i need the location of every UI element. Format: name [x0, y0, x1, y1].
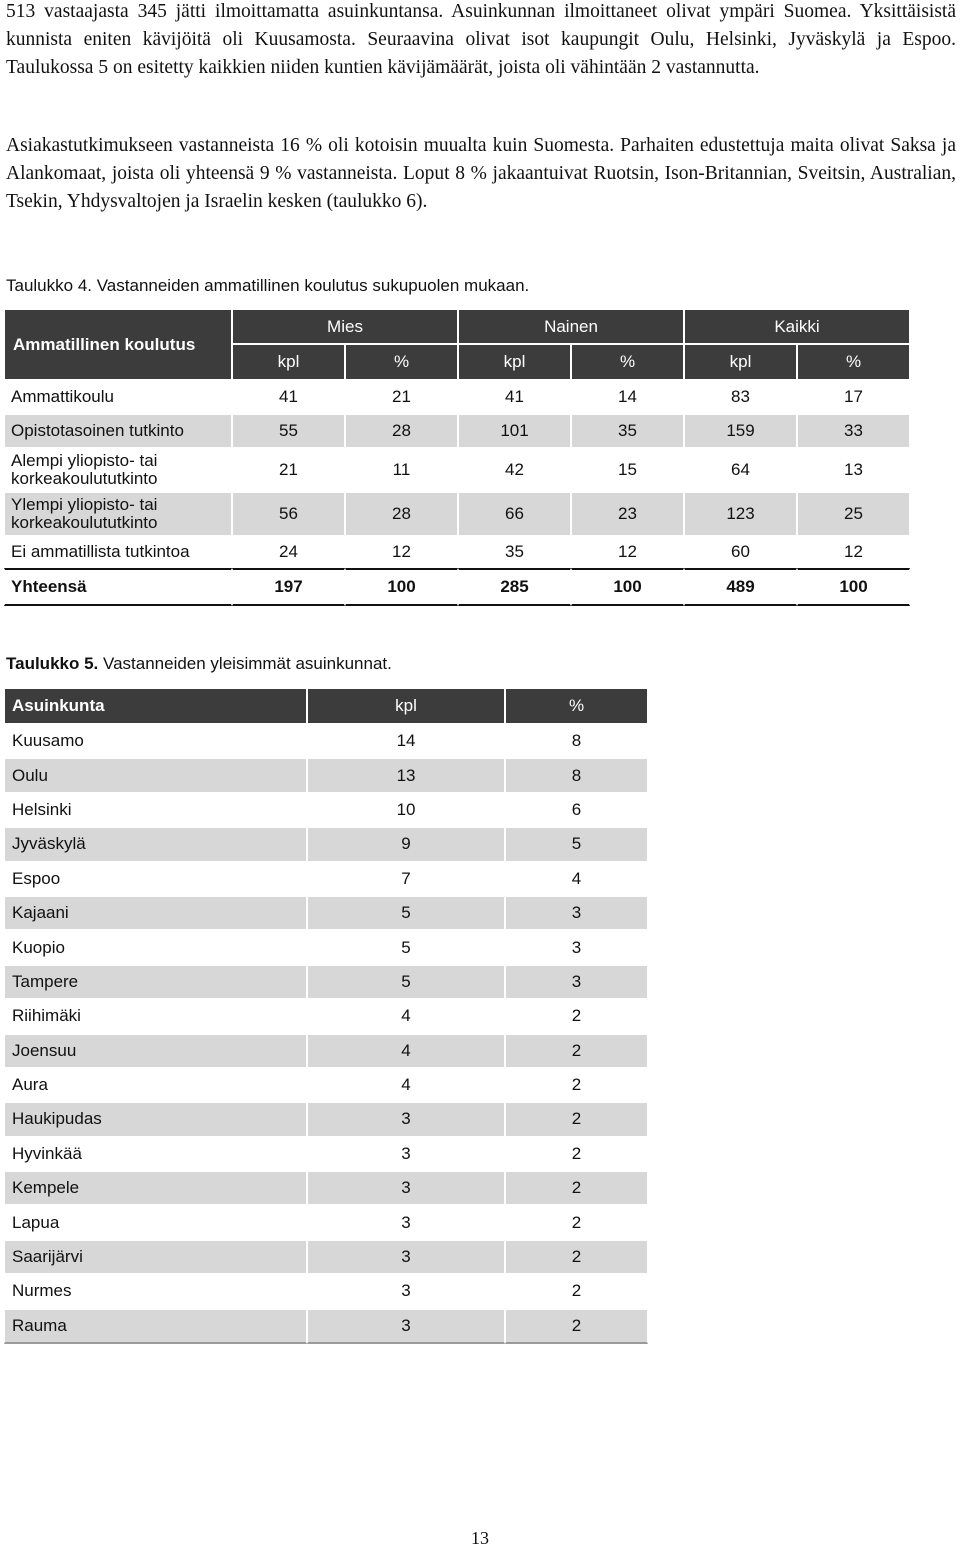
table-row — [4, 862, 648, 896]
table-row — [4, 492, 910, 536]
municipality-table — [4, 688, 648, 1344]
table-cell: 5 — [505, 827, 648, 861]
table-cell: 5 — [307, 930, 505, 964]
table-cell: 35 — [571, 414, 684, 448]
table-cell: 2 — [505, 1309, 648, 1344]
table-cell: 3 — [307, 1137, 505, 1171]
table4-group-mies: Mies — [232, 309, 458, 344]
row-label — [4, 536, 232, 568]
table-cell: 2 — [505, 1068, 648, 1102]
table-row — [4, 827, 648, 861]
table-cell: 13 — [307, 758, 505, 792]
table4-subheader: kpl — [684, 344, 797, 380]
table-cell: 64 — [684, 448, 797, 492]
total-cell: 100 — [345, 568, 458, 606]
total-cell: 197 — [232, 568, 345, 606]
total-cell: 100 — [571, 568, 684, 606]
municipality-name: Kuusamo — [4, 724, 307, 758]
table-cell: 14 — [307, 724, 505, 758]
table-cell: 23 — [571, 492, 684, 536]
table-cell: 28 — [345, 492, 458, 536]
table-cell: 4 — [307, 1068, 505, 1102]
table-cell: 3 — [505, 965, 648, 999]
table-cell: 3 — [505, 896, 648, 930]
table4-subheader: % — [571, 344, 684, 380]
table4-group-kaikki: Kaikki — [684, 309, 910, 344]
municipality-name: Hyvinkää — [4, 1137, 307, 1171]
table-row — [4, 1171, 648, 1205]
table-cell: 33 — [797, 414, 910, 448]
table-cell: 9 — [307, 827, 505, 861]
table-row — [4, 896, 648, 930]
municipality-name: Kempele — [4, 1171, 307, 1205]
municipality-name: Oulu — [4, 758, 307, 792]
row-label — [4, 448, 232, 492]
row-label-line: Ei ammatillista tutkintoa — [11, 542, 190, 561]
table-row — [4, 536, 910, 568]
table-cell: 3 — [307, 1240, 505, 1274]
municipality-name: Aura — [4, 1068, 307, 1102]
table-cell: 8 — [505, 724, 648, 758]
total-label: Yhteensä — [4, 568, 232, 606]
page-number: 13 — [471, 1528, 489, 1548]
municipality-name: Kuopio — [4, 930, 307, 964]
table-cell: 2 — [505, 1205, 648, 1239]
table-cell: 2 — [505, 1240, 648, 1274]
table-cell: 24 — [232, 536, 345, 568]
table-cell: 28 — [345, 414, 458, 448]
table-cell: 101 — [458, 414, 571, 448]
table-cell: 60 — [684, 536, 797, 568]
table-cell: 8 — [505, 758, 648, 792]
table-cell: 2 — [505, 1137, 648, 1171]
table-cell: 41 — [232, 380, 345, 414]
row-label-line: Ylempi yliopisto- tai — [11, 495, 158, 514]
table-cell: 11 — [345, 448, 458, 492]
row-label-line: korkeakoulututkinto — [11, 469, 158, 488]
row-label-line: korkeakoulututkinto — [11, 513, 158, 532]
table-cell: 123 — [684, 492, 797, 536]
municipality-name: Riihimäki — [4, 999, 307, 1033]
table-cell: 55 — [232, 414, 345, 448]
table5-caption — [6, 654, 392, 674]
table-cell: 21 — [345, 380, 458, 414]
table4-subheader: % — [797, 344, 910, 380]
table-cell: 66 — [458, 492, 571, 536]
table-cell: 4 — [505, 862, 648, 896]
table-cell: 3 — [307, 1171, 505, 1205]
table-cell: 2 — [505, 1034, 648, 1068]
table-cell: 2 — [505, 1274, 648, 1308]
table-row — [4, 1068, 648, 1102]
table-row — [4, 930, 648, 964]
table-cell: 35 — [458, 536, 571, 568]
table4-caption-label: Taulukko 4. — [6, 276, 92, 295]
table-row — [4, 1274, 648, 1308]
table-cell: 12 — [797, 536, 910, 568]
table-cell: 7 — [307, 862, 505, 896]
table-row — [4, 999, 648, 1033]
table5-caption-text: Vastanneiden yleisimmät asuinkunnat. — [103, 654, 392, 673]
municipality-name: Helsinki — [4, 793, 307, 827]
table-cell: 14 — [571, 380, 684, 414]
table-cell: 3 — [505, 930, 648, 964]
table-row — [4, 1240, 648, 1274]
row-label-line: Alempi yliopisto- tai — [11, 451, 158, 470]
municipality-name: Nurmes — [4, 1274, 307, 1308]
table-cell: 41 — [458, 380, 571, 414]
table-row — [4, 448, 910, 492]
municipality-name: Saarijärvi — [4, 1240, 307, 1274]
intro-paragraph: 513 vastaajasta 345 jätti ilmoittamatta asuinkuntansa. Asuinkunnan ilmoittaneet olivat ympäri Suomea. Yksittäisistä kunnista eniten kävijöitä oli Kuusamosta. Seuraavina olivat isot kaupungit Oulu, Helsinki, Jyväskylä ja Espoo. Taulukossa 5 on esitetty kaikkien niiden kuntien kävijämäärät, joista oli vähintään 2 vastannutta. — [6, 1, 956, 78]
table-row — [4, 414, 910, 448]
table4-subheader: % — [345, 344, 458, 380]
table4-caption-text: Vastanneiden ammatillinen koulutus sukupuolen mukaan. — [96, 276, 530, 295]
table5-caption-label: Taulukko 5. — [6, 654, 99, 673]
table-cell: 4 — [307, 1034, 505, 1068]
row-label-line: Opistotasoinen tutkinto — [11, 421, 184, 440]
municipality-name: Tampere — [4, 965, 307, 999]
municipality-name: Espoo — [4, 862, 307, 896]
table-cell: 12 — [571, 536, 684, 568]
table-cell: 56 — [232, 492, 345, 536]
table-row — [4, 1309, 648, 1344]
table-row — [4, 1102, 648, 1136]
table-row — [4, 965, 648, 999]
row-label-line: Ammattikoulu — [11, 387, 114, 406]
table-cell: 21 — [232, 448, 345, 492]
table4-subheader: kpl — [458, 344, 571, 380]
table-cell: 17 — [797, 380, 910, 414]
table-row — [4, 1137, 648, 1171]
table5-header-municipality: Asuinkunta — [4, 688, 307, 724]
table-cell: 6 — [505, 793, 648, 827]
table-cell: 3 — [307, 1205, 505, 1239]
total-row — [4, 568, 910, 606]
total-cell: 100 — [797, 568, 910, 606]
table-cell: 4 — [307, 999, 505, 1033]
table-cell: 25 — [797, 492, 910, 536]
table-row — [4, 724, 648, 758]
table-cell: 2 — [505, 1171, 648, 1205]
table-row — [4, 1205, 648, 1239]
table-row — [4, 758, 648, 792]
municipality-name: Rauma — [4, 1309, 307, 1344]
table-cell: 159 — [684, 414, 797, 448]
table-row — [4, 793, 648, 827]
table4-subheader: kpl — [232, 344, 345, 380]
row-label — [4, 492, 232, 536]
table-cell: 15 — [571, 448, 684, 492]
table-cell: 10 — [307, 793, 505, 827]
table5-header-count: kpl — [307, 688, 505, 724]
table-cell: 2 — [505, 999, 648, 1033]
table-row — [4, 1034, 648, 1068]
total-cell: 489 — [684, 568, 797, 606]
table-cell: 12 — [345, 536, 458, 568]
table-cell: 2 — [505, 1102, 648, 1136]
table4-row-header: Ammatillinen koulutus — [4, 309, 232, 380]
table-cell: 42 — [458, 448, 571, 492]
education-table — [4, 309, 910, 606]
municipality-name: Jyväskylä — [4, 827, 307, 861]
table-cell: 3 — [307, 1102, 505, 1136]
table4-group-nainen: Nainen — [458, 309, 684, 344]
municipality-name: Lapua — [4, 1205, 307, 1239]
table4-caption — [6, 276, 529, 296]
total-cell: 285 — [458, 568, 571, 606]
table-cell: 3 — [307, 1274, 505, 1308]
municipality-name: Kajaani — [4, 896, 307, 930]
row-label — [4, 380, 232, 414]
foreign-visitors-paragraph: Asiakastutkimukseen vastanneista 16 % oli kotoisin muualta kuin Suomesta. Parhaiten edustettuja maita olivat Saksa ja Alankomaat, joista oli yhteensä 9 % vastanneista. Loput 8 % jakaantuivat Ruotsin, Ison-Britannian, Sveitsin, Australian, Tsekin, Yhdysvaltojen ja Israelin kesken (taulukko 6). — [6, 135, 956, 212]
municipality-name: Joensuu — [4, 1034, 307, 1068]
table-row — [4, 380, 910, 414]
row-label — [4, 414, 232, 448]
table-cell: 5 — [307, 965, 505, 999]
table-cell: 83 — [684, 380, 797, 414]
table-cell: 3 — [307, 1309, 505, 1344]
table5-header-percent: % — [505, 688, 648, 724]
table-cell: 13 — [797, 448, 910, 492]
table-cell: 5 — [307, 896, 505, 930]
municipality-name: Haukipudas — [4, 1102, 307, 1136]
